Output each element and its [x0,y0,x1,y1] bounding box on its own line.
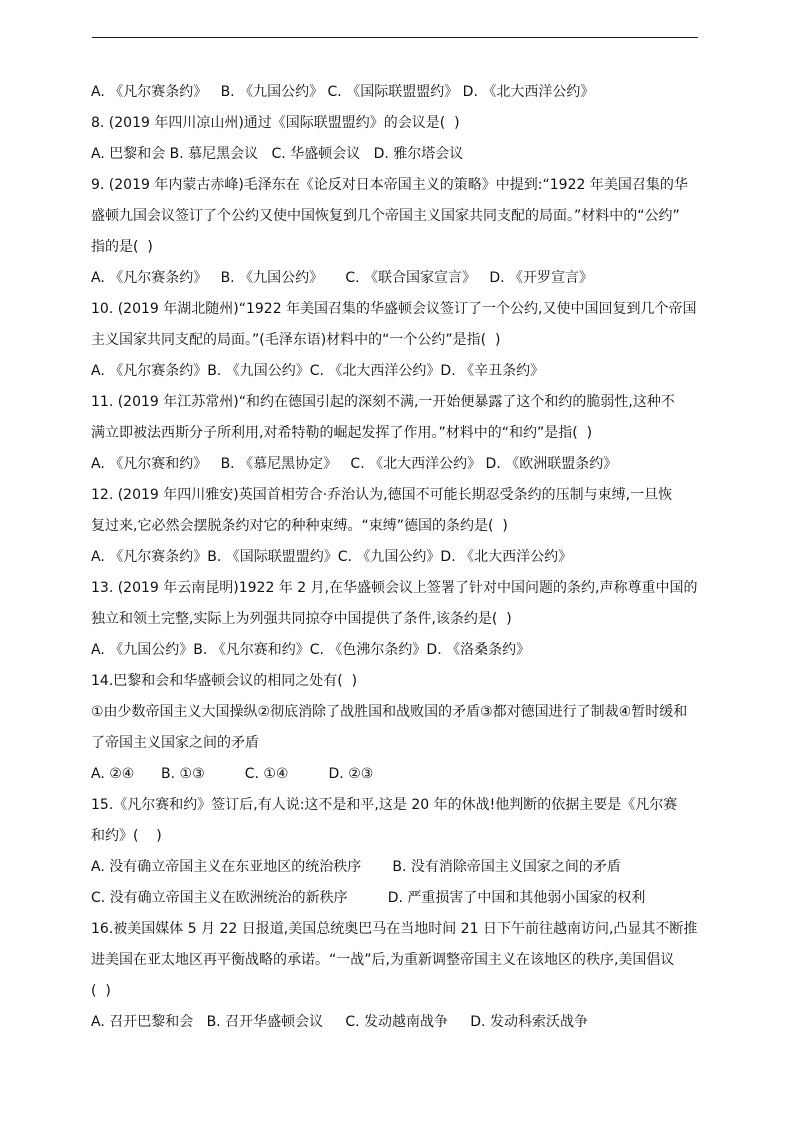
q14-stem: 14.巴黎和会和华盛顿会议的相同之处有( ) [91,673,358,689]
q15-stem-2: 和约》( ) [91,828,162,844]
q12-options: A. 《凡尔赛条约》B. 《国际联盟盟约》C. 《九国公约》D. 《北大西洋公约》 [91,549,573,565]
q15-options-1: A. 没有确立帝国主义在东亚地区的统治秩序 B. 没有消除帝国主义国家之间的矛盾 [91,859,621,875]
q11-stem-2: 满立即被法西斯分子所利用,对希特勒的崛起发挥了作用。”材料中的“和约”是指( ) [91,425,593,441]
q9-options: A. 《凡尔赛条约》 B. 《九国公约》 C. 《联合国家宣言》 D. 《开罗宣言》 [91,270,594,286]
q13-stem-1: 13. (2019 年云南昆明)1922 年 2 月,在华盛顿会议上签署了针对中国问题的条约,声称尊重中国的 [91,580,698,596]
q11-stem-1: 11. (2019 年江苏常州)“和约在德国引起的深刻不满,一开始便暴露了这个和约的脆弱性,这种不 [91,394,675,410]
q14-options: A. ②④ B. ①③ C. ①④ D. ②③ [91,766,374,782]
q9-stem-3: 指的是( ) [91,239,153,255]
q16-stem-3: ( ) [91,983,111,999]
q16-options: A. 召开巴黎和会 B. 召开华盛顿会议 C. 发动越南战争 D. 发动科索沃战争 [91,1014,588,1030]
q11-options: A. 《凡尔赛和约》 B. 《慕尼黑协定》 C. 《北大西洋公约》 D. 《欧洲联盟条约》 [91,456,618,472]
q10-stem-1: 10. (2019 年湖北随州)“1922 年美国召集的华盛顿会议签订了一个公约,又使中国回复到几个帝国 [91,301,697,317]
q10-options: A. 《凡尔赛条约》B. 《九国公约》C. 《北大西洋公约》D. 《辛丑条约》 [91,363,545,379]
q8-options: A. 巴黎和会 B. 慕尼黑会议 C. 华盛顿会议 D. 雅尔塔会议 [91,146,464,162]
q16-stem-2: 进美国在亚太地区再平衡战略的承诺。“一战”后,为重新调整帝国主义在该地区的秩序,美国倡议 [91,952,675,968]
q9-stem-2: 盛顿九国会议签订了个公约又使中国恢复到几个帝国主义国家共同支配的局面。”材料中的“公约” [91,208,680,224]
q7-options: A. 《凡尔赛条约》 B. 《九国公约》 C. 《国际联盟盟约》 D. 《北大西洋公约》 [91,84,595,100]
q14-statements-1: ①由少数帝国主义大国操纵②彻底消除了战胜国和战败国的矛盾③都对德国进行了制裁④暂时缓和 [91,704,688,720]
q9-stem-1: 9. (2019 年内蒙古赤峰)毛泽东在《论反对日本帝国主义的策略》中提到:“1922 年美国召集的华 [91,177,688,193]
q15-stem-1: 15.《凡尔赛和约》签订后,有人说:这不是和平,这是 20 年的休战!他判断的依据主要是《凡尔赛 [91,797,678,813]
header-rule [92,37,698,38]
q12-stem-2: 复过来,它必然会摆脱条约对它的种种束缚。“束缚”德国的条约是( ) [91,518,508,534]
q8-stem: 8. (2019 年四川凉山州)通过《国际联盟盟约》的会议是( ) [91,115,460,131]
q13-stem-2: 独立和领土完整,实际上为列强共同掠夺中国提供了条件,该条约是( ) [91,611,512,627]
q13-options: A. 《九国公约》B. 《凡尔赛和约》C. 《色沸尔条约》D. 《洛桑条约》 [91,642,531,658]
q12-stem-1: 12. (2019 年四川雅安)英国首相劳合·乔治认为,德国不可能长期忍受条约的压制与束缚,一旦恢 [91,487,673,503]
q14-statements-2: 了帝国主义国家之间的矛盾 [91,735,259,751]
q15-options-2: C. 没有确立帝国主义在欧洲统治的新秩序 D. 严重损害了中国和其他弱小国家的权利 [91,890,646,906]
q10-stem-2: 主义国家共同支配的局面。”(毛泽东语)材料中的“一个公约”是指( ) [91,332,501,348]
q16-stem-1: 16.被美国媒体 5 月 22 日报道,美国总统奥巴马在当地时间 21 日下午前往越南访问,凸显其不断推 [91,921,698,937]
